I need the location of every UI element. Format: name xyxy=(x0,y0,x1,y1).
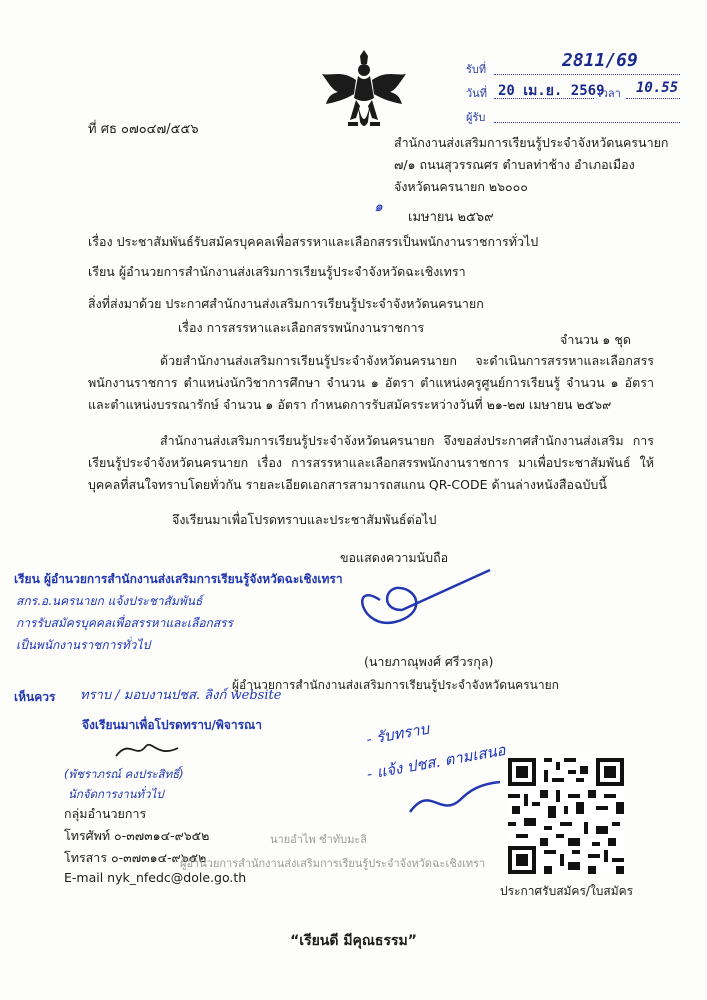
date-day-handwritten: ๑ xyxy=(374,199,383,215)
received-stamp xyxy=(466,50,684,132)
letter-subject: เรื่อง ประชาสัมพันธ์รับสมัครบุคคลเพื่อสรรหาและเลือกสรรเป็นพนักงานราชการทั่วไป xyxy=(88,234,539,249)
fax-number: โทรสาร ๐-๓๗๓๑๔-๙๖๕๒ xyxy=(64,850,207,865)
memo-line: สกร.อ.นครนายก แจ้งประชาสัมพันธ์ xyxy=(16,594,203,608)
stamp-label-time: เวลา xyxy=(598,87,621,100)
stamp-value-date: 20 เม.ย. 2569 xyxy=(498,83,605,99)
address-line: ๗/๑ ถนนสุวรรณศร ตำบลท่าช้าง อำเภอเมือง xyxy=(394,157,635,172)
memo-line: เป็นพนักงานราชการทั่วไป xyxy=(16,638,151,652)
faded-title: ผู้อำนวยการสำนักงานส่งเสริมการเรียนรู้ประจำจังหวัดฉะเชิงเทรา xyxy=(180,857,486,870)
address-line: จังหวัดนครนายก ๒๖๐๐๐ xyxy=(394,179,528,194)
department: กลุ่มอำนวยการ xyxy=(64,806,147,821)
address-line: สำนักงานส่งเสริมการเรียนรู้ประจำจังหวัดนครนายก xyxy=(394,135,669,150)
salutation: ขอแสดงความนับถือ xyxy=(340,550,449,565)
enclosure-count: จำนวน ๑ ชุด xyxy=(560,332,631,347)
officer-signature-icon xyxy=(112,734,182,764)
memo-closing: จึงเรียนมาเพื่อโปรดทราบ/พิจารณา xyxy=(82,718,262,732)
qr-code-icon[interactable] xyxy=(508,758,624,874)
stamp-value-number: 2811/69 xyxy=(562,50,638,71)
enclosure-subject: เรื่อง การสรรหาและเลือกสรรพนักงานราชการ xyxy=(178,320,425,335)
signer-title: ผู้อำนวยการสำนักงานส่งเสริมการเรียนรู้ประจำจังหวัดนครนายก xyxy=(232,678,559,692)
faded-name: นายอำไพ ซำทับมะลิ xyxy=(270,833,367,846)
garuda-emblem-icon xyxy=(318,46,410,138)
officer-name: (พัชราภรณ์ คงประสิทธิ์) xyxy=(64,767,184,781)
qr-caption: ประกาศรับสมัคร/ใบสมัคร xyxy=(500,884,634,898)
sender-address xyxy=(394,132,668,198)
memo-line: การรับสมัครบุคคลเพื่อสรรหาและเลือกสรร xyxy=(16,616,234,630)
signer-name: (นายภาณุพงศ์ ศรีวรกุล) xyxy=(364,654,494,669)
body-paragraph-2: สำนักงานส่งเสริมการเรียนรู้ประจำจังหวัดนครนายก จึงขอส่งประกาศสำนักงานส่งเสริม การเรียนรู้ประจำจังหวัดนครนายก เรื่อง การสรรหาและเลือกสรรพนักงานราชการ มาเพื่อประชาสัมพันธ์ ให้บุคคลที่สนใจทราบโดยทั่วกัน รายละเอียดเอกสารสามารถสแกน QR-CODE ด้านล่างหนังสือฉบับนี้ xyxy=(88,433,654,492)
opinion-text: ทราบ / มอบงานปชส. ลิงก์ website xyxy=(80,688,282,703)
stamp-label-receiver: ผู้รับ xyxy=(466,111,486,124)
stamp-label-number: รับที่ xyxy=(466,63,487,76)
memo-recipient: เรียน ผู้อำนวยการสำนักงานส่งเสริมการเรียนรู้จังหวัดฉะเชิงเทรา xyxy=(14,572,343,586)
body-paragraph-1: ด้วยสำนักงานส่งเสริมการเรียนรู้ประจำจังหวัดนครนายก จะดำเนินการสรรหาและเลือกสรร พนักงานราชการ ตำแหน่งนักวิชาการศึกษา จำนวน ๑ อัตรา ตำแหน่งครูศูนย์การเรียนรู้ จำนวน ๑ อัตรา และตำแหน่งบรรณารักษ์ จำนวน ๑ อัตรา กำหนดการรับสมัครระหว่างวันที่ ๒๑-๒๗ เมษายน ๒๕๖๙ xyxy=(88,353,654,412)
enclosure-line: สิ่งที่ส่งมาด้วย ประกาศสำนักงานส่งเสริมการเรียนรู้ประจำจังหวัดนครนายก xyxy=(88,296,484,311)
agency-motto: “เรียนดี มีคุณธรรม” xyxy=(290,933,417,949)
stamp-label-date: วันที่ xyxy=(466,87,487,100)
letter-recipient: เรียน ผู้อำนวยการสำนักงานส่งเสริมการเรียนรู้ประจำจังหวัดฉะเชิงเทรา xyxy=(88,264,466,279)
director-initials-icon xyxy=(400,774,510,824)
closing-request: จึงเรียนมาเพื่อโปรดทราบและประชาสัมพันธ์ต่อไป xyxy=(172,512,437,527)
officer-title: นักจัดการงานทั่วไป xyxy=(68,787,164,801)
email-address: E-mail nyk_nfedc@dole.go.th xyxy=(64,870,247,885)
director-note: - แจ้ง ปชส. ตามเสนอ xyxy=(365,740,507,784)
reference-number: ที่ ศธ ๐๗๐๔๗/๕๕๖ xyxy=(88,122,199,137)
letter-date: เมษายน ๒๕๖๙ xyxy=(408,210,494,225)
director-signature-icon xyxy=(340,560,520,640)
opinion-label: เห็นควร xyxy=(14,690,56,704)
stamp-value-time: 10.55 xyxy=(636,80,679,96)
director-note: - รับทราบ xyxy=(364,719,431,749)
phone-number: โทรศัพท์ ๐-๓๗๓๑๔-๙๖๕๒ xyxy=(64,828,210,843)
